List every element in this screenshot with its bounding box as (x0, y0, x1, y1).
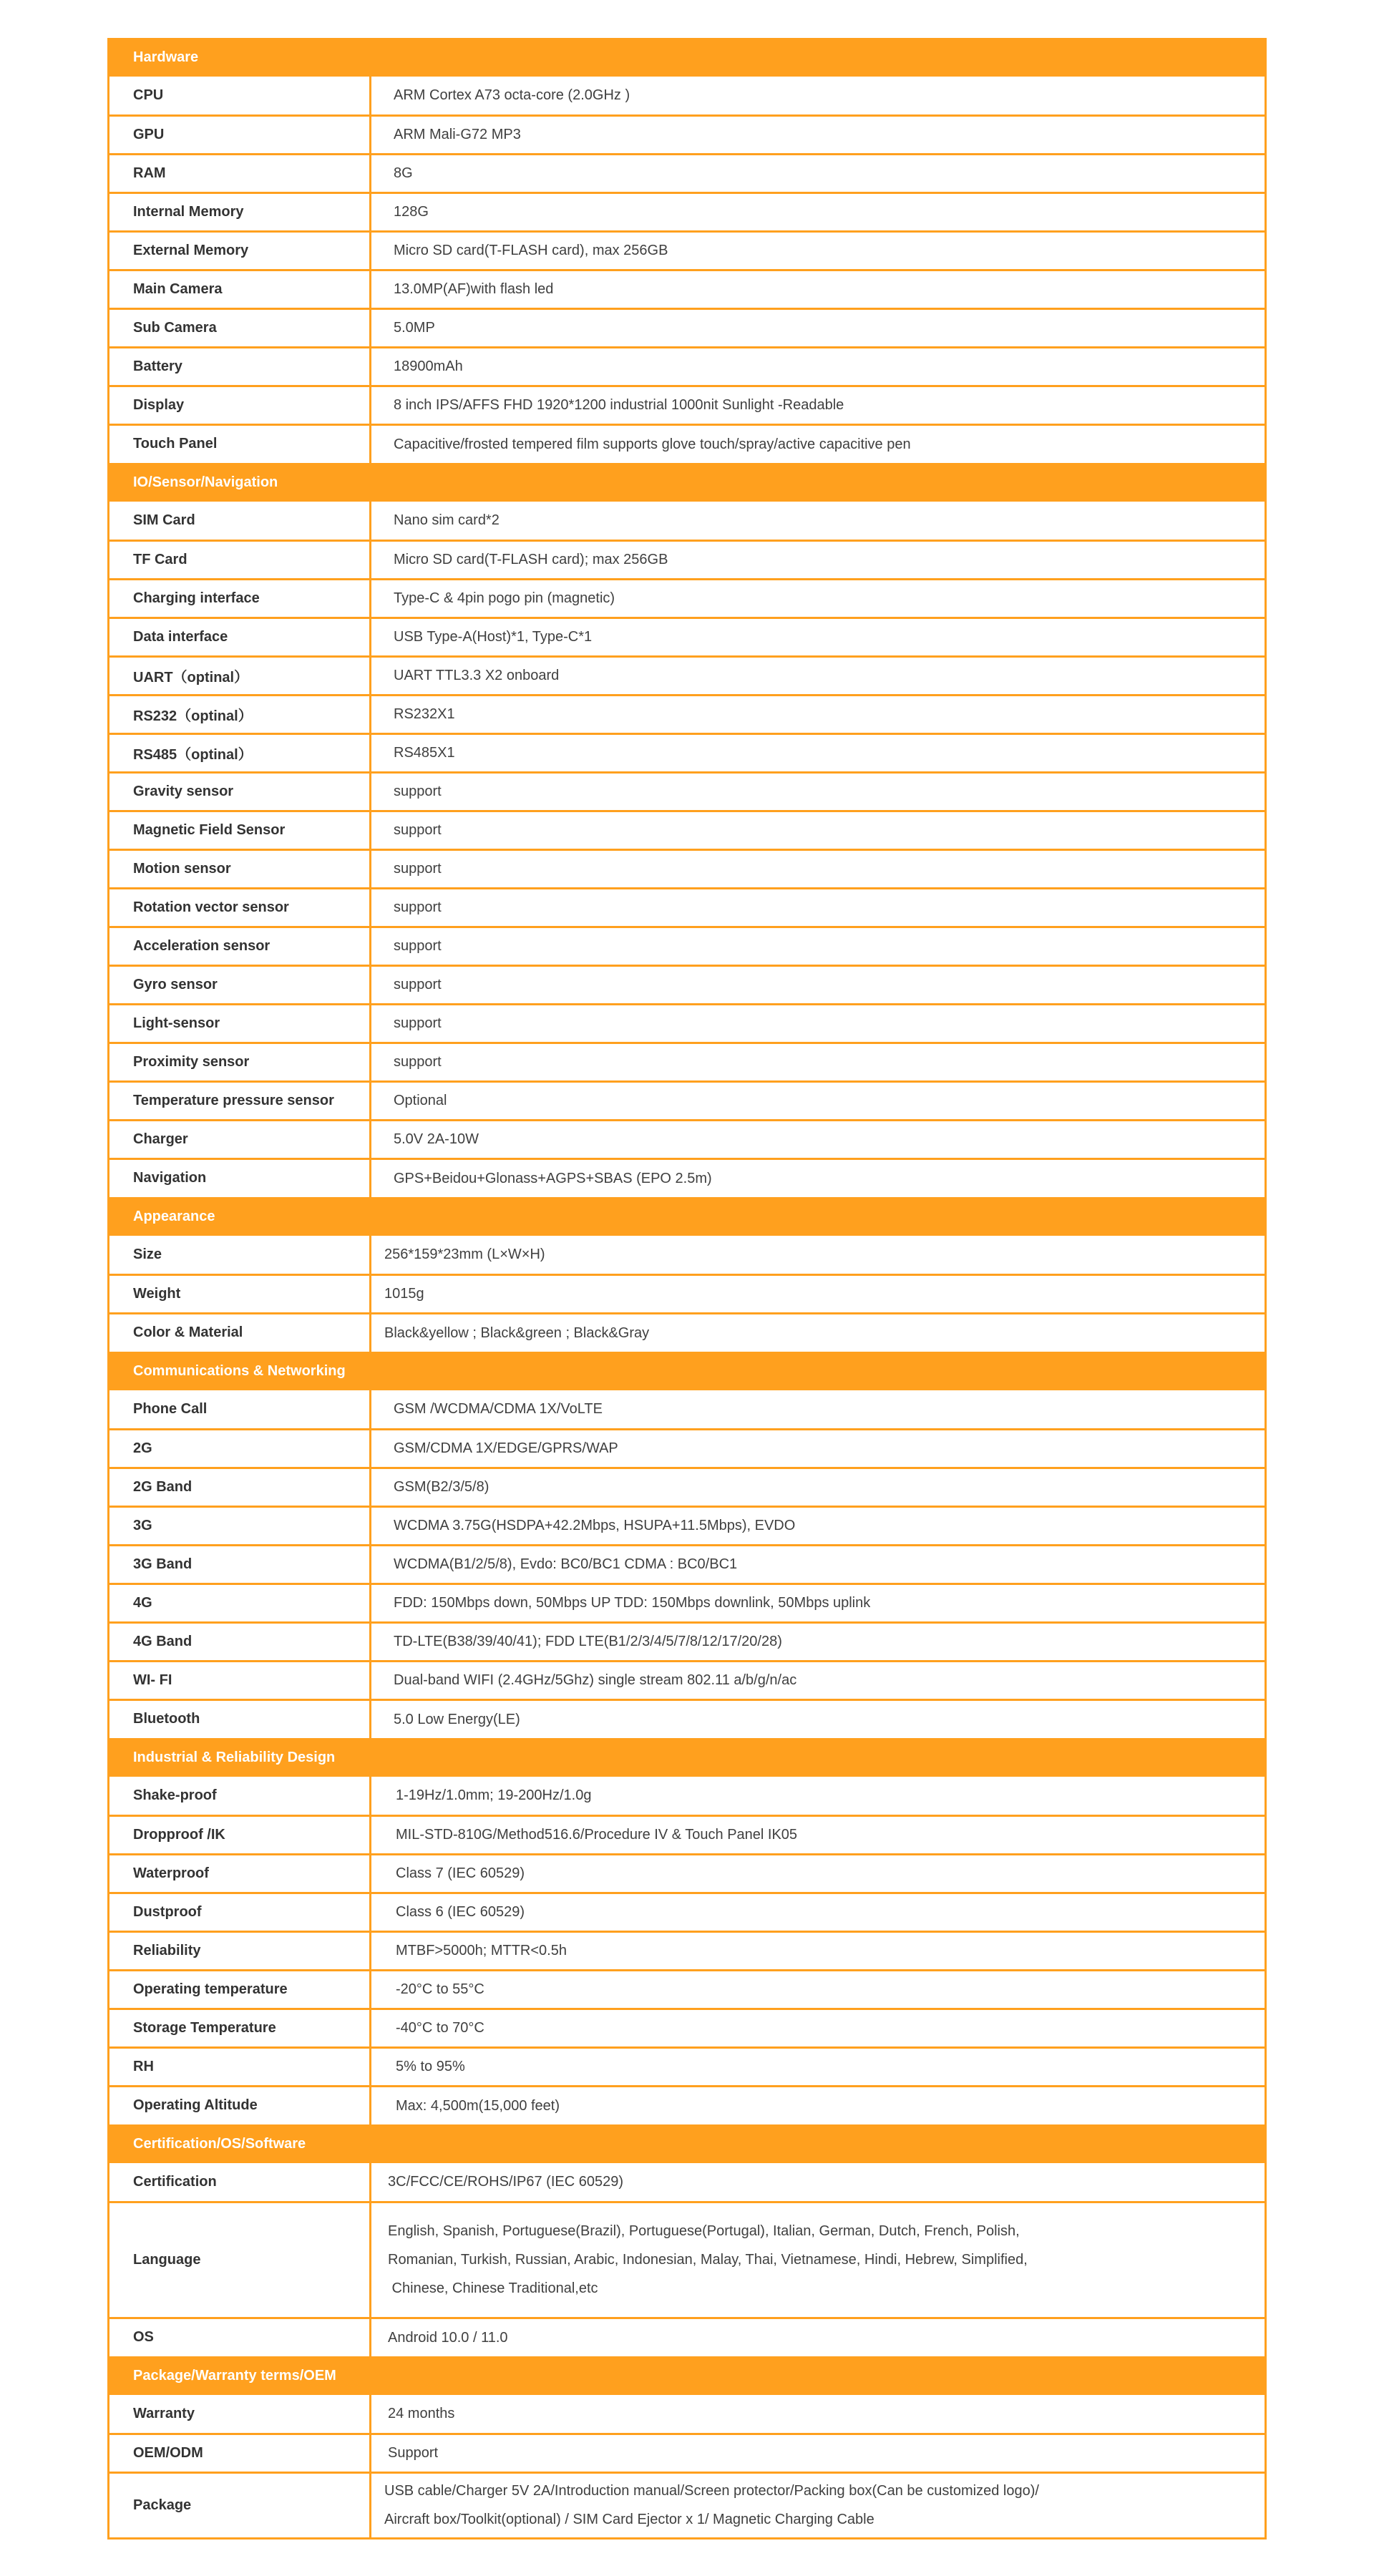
spec-value: WCDMA(B1/2/5/8), Evdo: BC0/BC1 CDMA : BC0/BC1 (371, 1545, 1266, 1584)
table-row (109, 1545, 1266, 1584)
spec-value: support (371, 965, 1266, 1004)
spec-label: Reliability (109, 1931, 371, 1970)
spec-value: RS232X1 (371, 695, 1266, 733)
table-row (109, 502, 1266, 540)
spec-label: Charger (109, 1120, 371, 1158)
table-row (109, 1584, 1266, 1622)
table-row (109, 888, 1266, 927)
spec-label: Light-sensor (109, 1004, 371, 1043)
section-title: IO/Sensor/Navigation (109, 463, 1266, 502)
section-header-communications-networking (109, 1352, 1266, 1390)
section-header-certification-os-software (109, 2124, 1266, 2163)
table-row (109, 579, 1266, 618)
table-row (109, 927, 1266, 965)
spec-label: 4G Band (109, 1622, 371, 1661)
table-row (109, 811, 1266, 849)
spec-label: Magnetic Field Sensor (109, 811, 371, 849)
section-header-package-warranty-oem (109, 2356, 1266, 2395)
spec-value: Optional (371, 1081, 1266, 1120)
spec-label: Navigation (109, 1158, 371, 1197)
spec-value: 5% to 95% (371, 2047, 1266, 2086)
spec-label: Certification (109, 2163, 371, 2202)
spec-value: GSM/CDMA 1X/EDGE/GPRS/WAP (371, 1429, 1266, 1468)
spec-label: Operating temperature (109, 1970, 371, 2009)
spec-value: 5.0V 2A-10W (371, 1120, 1266, 1158)
spec-label: Storage Temperature (109, 2009, 371, 2047)
table-row (109, 965, 1266, 1004)
spec-value: support (371, 811, 1266, 849)
spec-value: support (371, 888, 1266, 927)
spec-value: Class 7 (IEC 60529) (371, 1854, 1266, 1893)
table-row (109, 1468, 1266, 1506)
spec-label: 4G (109, 1584, 371, 1622)
spec-label: Bluetooth (109, 1699, 371, 1738)
spec-label: RS232（optinal） (109, 695, 371, 733)
spec-value: 5.0MP (371, 308, 1266, 347)
spec-label: Dropproof /IK (109, 1815, 371, 1854)
spec-value: RS485X1 (371, 733, 1266, 772)
spec-label: SIM Card (109, 502, 371, 540)
spec-label: OEM/ODM (109, 2434, 371, 2472)
section-header-hardware (109, 38, 1266, 77)
table-row (109, 1390, 1266, 1429)
table-row (109, 2086, 1266, 2124)
spec-value: UART TTL3.3 X2 onboard (371, 656, 1266, 695)
spec-label: Waterproof (109, 1854, 371, 1893)
table-row (109, 270, 1266, 308)
spec-label: 3G (109, 1506, 371, 1545)
spec-value: 1015g (371, 1274, 1266, 1313)
specifications-table (107, 38, 1267, 2540)
table-row (109, 231, 1266, 270)
spec-value-multiline (371, 2202, 1266, 2318)
spec-value: 8G (371, 154, 1266, 192)
section-title: Industrial & Reliability Design (109, 1738, 1266, 1777)
table-row (109, 2009, 1266, 2047)
spec-value: -20°C to 55°C (371, 1970, 1266, 2009)
table-row (109, 386, 1266, 424)
spec-label: Package (109, 2472, 371, 2538)
spec-label: Data interface (109, 618, 371, 656)
spec-value: support (371, 927, 1266, 965)
spec-label: WI- FI (109, 1661, 371, 1699)
table-row (109, 1429, 1266, 1468)
spec-label: Language (109, 2202, 371, 2318)
spec-value: GSM(B2/3/5/8) (371, 1468, 1266, 1506)
spec-value: support (371, 1004, 1266, 1043)
table-row (109, 2472, 1266, 2538)
spec-label: Warranty (109, 2395, 371, 2434)
table-row (109, 154, 1266, 192)
section-title: Appearance (109, 1197, 1266, 1236)
spec-value: 13.0MP(AF)with flash led (371, 270, 1266, 308)
spec-value: FDD: 150Mbps down, 50Mbps UP TDD: 150Mbps downlink, 50Mbps uplink (371, 1584, 1266, 1622)
table-row (109, 2202, 1266, 2318)
table-row (109, 1313, 1266, 1352)
spec-label: Weight (109, 1274, 371, 1313)
table-row (109, 540, 1266, 579)
table-row (109, 1622, 1266, 1661)
section-header-appearance (109, 1197, 1266, 1236)
spec-label: Proximity sensor (109, 1043, 371, 1081)
section-title: Package/Warranty terms/OEM (109, 2356, 1266, 2395)
table-row (109, 1893, 1266, 1931)
table-row (109, 695, 1266, 733)
spec-label: 2G (109, 1429, 371, 1468)
spec-value: USB Type-A(Host)*1, Type-C*1 (371, 618, 1266, 656)
table-row (109, 772, 1266, 811)
spec-label: RH (109, 2047, 371, 2086)
spec-label: Sub Camera (109, 308, 371, 347)
spec-value: support (371, 849, 1266, 888)
value-line: Chinese, Chinese Traditional,etc (388, 2280, 598, 2296)
spec-label: Battery (109, 347, 371, 386)
table-row (109, 2434, 1266, 2472)
spec-label: Internal Memory (109, 192, 371, 231)
spec-value: 18900mAh (371, 347, 1266, 386)
table-row (109, 1081, 1266, 1120)
table-row (109, 424, 1266, 463)
table-row (109, 192, 1266, 231)
spec-value: support (371, 1043, 1266, 1081)
spec-value: TD-LTE(B38/39/40/41); FDD LTE(B1/2/3/4/5/7/8/12/17/20/28) (371, 1622, 1266, 1661)
spec-value: 8 inch IPS/AFFS FHD 1920*1200 industrial 1000nit Sunlight -Readable (371, 386, 1266, 424)
spec-label: OS (109, 2318, 371, 2356)
spec-label: Touch Panel (109, 424, 371, 463)
spec-value: Capacitive/frosted tempered film supports glove touch/spray/active capacitive pen (371, 424, 1266, 463)
spec-value-multiline (371, 2472, 1266, 2538)
spec-label: Acceleration sensor (109, 927, 371, 965)
table-row (109, 347, 1266, 386)
spec-label: Gyro sensor (109, 965, 371, 1004)
value-line: Aircraft box/Toolkit(optional) / SIM Card Ejector x 1/ Magnetic Charging Cable (384, 2512, 874, 2527)
value-line: Romanian, Turkish, Russian, Arabic, Indonesian, Malay, Thai, Vietnamese, Hindi, Hebrew, Simplified, (388, 2252, 1028, 2268)
spec-value: Type-C & 4pin pogo pin (magnetic) (371, 579, 1266, 618)
spec-label: External Memory (109, 231, 371, 270)
spec-value: -40°C to 70°C (371, 2009, 1266, 2047)
spec-value: Class 6 (IEC 60529) (371, 1893, 1266, 1931)
spec-label: Operating Altitude (109, 2086, 371, 2124)
table-row (109, 1970, 1266, 2009)
spec-value: Micro SD card(T-FLASH card), max 256GB (371, 231, 1266, 270)
spec-value: Support (371, 2434, 1266, 2472)
spec-value: Dual-band WIFI (2.4GHz/5Ghz) single stream 802.11 a/b/g/n/ac (371, 1661, 1266, 1699)
section-header-industrial-reliability (109, 1738, 1266, 1777)
spec-label: Charging interface (109, 579, 371, 618)
table-row (109, 1699, 1266, 1738)
spec-value: GPS+Beidou+Glonass+AGPS+SBAS (EPO 2.5m) (371, 1158, 1266, 1197)
spec-label: Rotation vector sensor (109, 888, 371, 927)
spec-value: 24 months (388, 2406, 455, 2422)
spec-label: Dustproof (109, 1893, 371, 1931)
spec-label: 2G Band (109, 1468, 371, 1506)
spec-value: Android 10.0 / 11.0 (371, 2318, 1266, 2356)
table-row (109, 1004, 1266, 1043)
table-row (109, 1158, 1266, 1197)
table-row (109, 2047, 1266, 2086)
table-row (109, 2395, 1266, 2434)
table-row (109, 1777, 1266, 1815)
spec-value: Max: 4,500m(15,000 feet) (371, 2086, 1266, 2124)
spec-label: GPU (109, 115, 371, 154)
spec-value: Black&yellow ; Black&green ; Black&Gray (371, 1313, 1266, 1352)
table-row (109, 308, 1266, 347)
table-row (109, 1120, 1266, 1158)
spec-label: RAM (109, 154, 371, 192)
spec-label: Temperature pressure sensor (109, 1081, 371, 1120)
spec-value: 3C/FCC/CE/ROHS/IP67 (IEC 60529) (388, 2174, 623, 2190)
spec-label: Main Camera (109, 270, 371, 308)
section-header-io-sensor-navigation (109, 463, 1266, 502)
spec-value: WCDMA 3.75G(HSDPA+42.2Mbps, HSUPA+11.5Mbps), EVDO (371, 1506, 1266, 1545)
table-row (109, 1274, 1266, 1313)
table-row (109, 849, 1266, 888)
table-row (109, 618, 1266, 656)
section-title: Hardware (109, 38, 1266, 77)
spec-label: Motion sensor (109, 849, 371, 888)
table-row (109, 1661, 1266, 1699)
spec-label: Color & Material (109, 1313, 371, 1352)
spec-value: GSM /WCDMA/CDMA 1X/VoLTE (394, 1401, 603, 1418)
table-row (109, 115, 1266, 154)
table-row (109, 1043, 1266, 1081)
value-line: English, Spanish, Portuguese(Brazil), Portuguese(Portugal), Italian, German, Dutch, French, Polish, (388, 2223, 1020, 2239)
spec-value: 1-19Hz/1.0mm; 19-200Hz/1.0g (396, 1787, 592, 1804)
spec-label: TF Card (109, 540, 371, 579)
spec-label: Display (109, 386, 371, 424)
table-row (109, 1854, 1266, 1893)
spec-label: Shake-proof (109, 1777, 371, 1815)
spec-value: ARM Cortex A73 octa-core (2.0GHz ) (394, 87, 630, 104)
spec-label: CPU (109, 77, 371, 115)
spec-value: Micro SD card(T-FLASH card); max 256GB (371, 540, 1266, 579)
spec-value: Nano sim card*2 (394, 512, 500, 529)
table-row (109, 1236, 1266, 1274)
section-title: Communications & Networking (109, 1352, 1266, 1390)
table-row (109, 733, 1266, 772)
spec-value: MIL-STD-810G/Method516.6/Procedure IV & Touch Panel IK05 (371, 1815, 1266, 1854)
table-row (109, 656, 1266, 695)
spec-value: 5.0 Low Energy(LE) (371, 1699, 1266, 1738)
spec-label: 3G Band (109, 1545, 371, 1584)
spec-value: ARM Mali-G72 MP3 (371, 115, 1266, 154)
spec-value: 256*159*23mm (L×W×H) (384, 1246, 545, 1263)
table-row (109, 1931, 1266, 1970)
table-row (109, 2163, 1266, 2202)
spec-value: support (371, 772, 1266, 811)
spec-value: MTBF>5000h; MTTR<0.5h (371, 1931, 1266, 1970)
spec-label: UART（optinal） (109, 656, 371, 695)
value-line: USB cable/Charger 5V 2A/Introduction manual/Screen protector/Packing box(Can be customized logo)/ (384, 2483, 1039, 2499)
spec-value: 128G (371, 192, 1266, 231)
spec-label: Gravity sensor (109, 772, 371, 811)
spec-label: Size (109, 1236, 371, 1274)
section-title: Certification/OS/Software (109, 2124, 1266, 2163)
spec-label: RS485（optinal） (109, 733, 371, 772)
table-row (109, 2318, 1266, 2356)
table-row (109, 1506, 1266, 1545)
table-row (109, 1815, 1266, 1854)
table-row (109, 77, 1266, 115)
spec-label: Phone Call (109, 1390, 371, 1429)
